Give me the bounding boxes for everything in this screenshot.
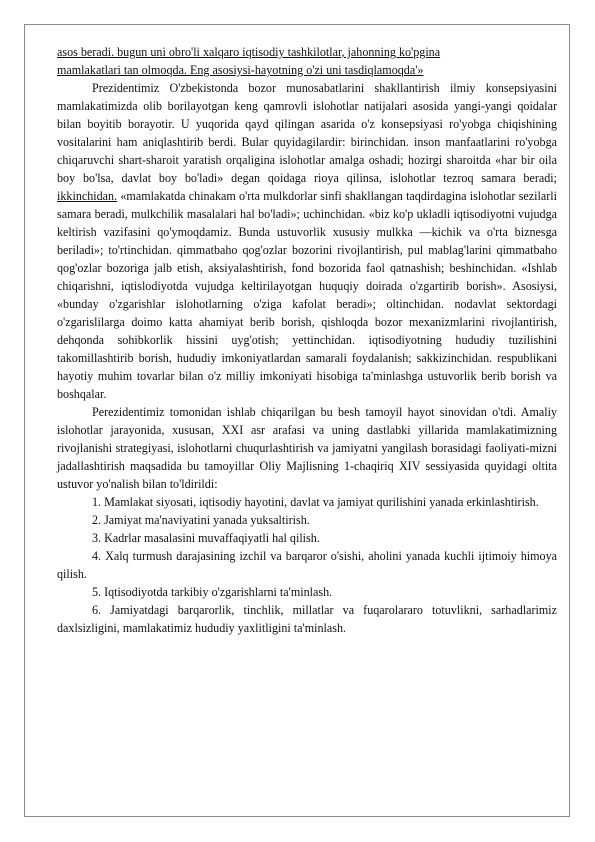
paragraph-principles [57, 79, 557, 403]
intro-link-line-2[interactable]: mamlakatlari tan olmoqda. Eng asosiysi-hayotning o'zi uni tasdiqlamoqda'» [57, 63, 424, 77]
intro-link-line-1[interactable]: asos beradi. bugun uni obro'li xalqaro iqtisodiy tashkilotlar, jahonning ko'pgina [57, 45, 441, 59]
list-item-3: 3. Kadrlar masalasini muvaffaqiyatli hal qilish. [92, 531, 320, 545]
paragraph-principles-part-2: «mamlakatda chinakam o'rta mulkdorlar sinfi shakllangan taqdirdagina islohotlar sezilarli samara beradi, mulkchilik masalalari hal bo'ladi»; uchinchidan. «biz ko'p ukladli iqtisodiyotni vujudga keltirish vazifasini qo'ymoqdamiz. Bunda ustuvorlik xususiy mulkka —kichik va o'rta biznesga beriladi»; to'rtinchidan. qimmatbaho qog'ozlar bozorini rivojlantirish, pul mablag'larini qimmatbaho qog'ozlar bozoriga jalb etish, aksiyalashtirish, fond bozorida faol qatnashish; beshinchidan. «Ishlab chiqarishni, iqtislodiyotda vujudga keltirilayotgan huquqiy doirada o'zgartirib borish». Asosiysi, «bunday o'zgarishlar islohotlarning o'ziga kafolat beradi»; oltinchidan. nodavlat sektordagi o'zgarislilarga doimo katta ahamiyat berib borish, qishloqda bozor mexanizmlarini rivojlantirish, dehqonda sohibkorlik hissini uyg'otish; yettinchidan. iqtisodiyotning hududiy tuzilishini takomillashtirib borish, hududiy imkoniyatlardan samarali foydalanish; sakkizinchidan. respublikani hayotiy muhim tovarlar bilan o'z milliy imkoniyati hisobiga ta'minlashga ustuvorlik berib borish va boshqalar. [57, 189, 557, 401]
paragraph-principles-part-1: Prezidentimiz O'zbekistonda bozor munosabatlarini shakllantirish ilmiy konsepsiyasini mamlakatimizda olib borilayotgan keng qamrovli islohotlar natijalari asosida yangi-yangi qoidalar bilan boyitib borayotir. U yuqorida qayd qilingan asarida o'z konsepsiyasi ro'yobga chiqishining vositalarini ham aniqlashtirib berdi. Bular quyidagilardir: birinchidan. inson manfaatlarini ro'yobga chiqaruvchi shart-sharoit yaratish orqaligina islohotlar amalga oshadi; hozirgi sharoitda «har bir oila boy bo'lsa, davlat boy bo'ladi» degan qoidaga rioya qilinsa, islohotlar tezroq samara beradi; [57, 81, 557, 185]
list-item-6: 6. Jamiyatdagi barqarorlik, tinchlik, millatlar va fuqarolararo totuvlikni, sarhadlarimiz daxlsizligini, mamlakatimiz hududiy yaxlitligini ta'minlash. [57, 603, 557, 635]
list-item-2: 2. Jamiyat ma'naviyatini yanada yuksaltirish. [92, 513, 310, 527]
underlined-word-ikkinchidan: ikkinchidan. [57, 189, 118, 203]
document-body [57, 43, 557, 637]
list-item-5: 5. Iqtisodiyotda tarkibiy o'zgarishlarni ta'minlash. [92, 585, 333, 599]
paragraph-priorities: Perezidentimiz tomonidan ishlab chiqarilgan bu besh tamoyil hayot sinovidan o'tdi. Amaliy islohotlar jarayonida, xususan, XXI asr arafasi va uning dastlabki yillarida mamlakatimizning rivojlanishi strategiyasi, islohotlarni chuqurlashtirish va jamiyatni yangilash borasidagi faoliyati-mizni jadallashtirish maqsadida bu tamoyillar Oliy Majlisning 1-chaqiriq XIV sessiyasida quyidagi oltita ustuvor yo'nalish bilan to'ldirildi: [57, 405, 557, 491]
list-item-1: 1. Mamlakat siyosati, iqtisodiy hayotini, davlat va jamiyat qurilishini yanada erkinlashtirish. [92, 495, 539, 509]
list-item-4: 4. Xalq turmush darajasining izchil va barqaror o'sishi, aholini yanada kuchli ijtimoiy himoya qilish. [57, 549, 557, 581]
